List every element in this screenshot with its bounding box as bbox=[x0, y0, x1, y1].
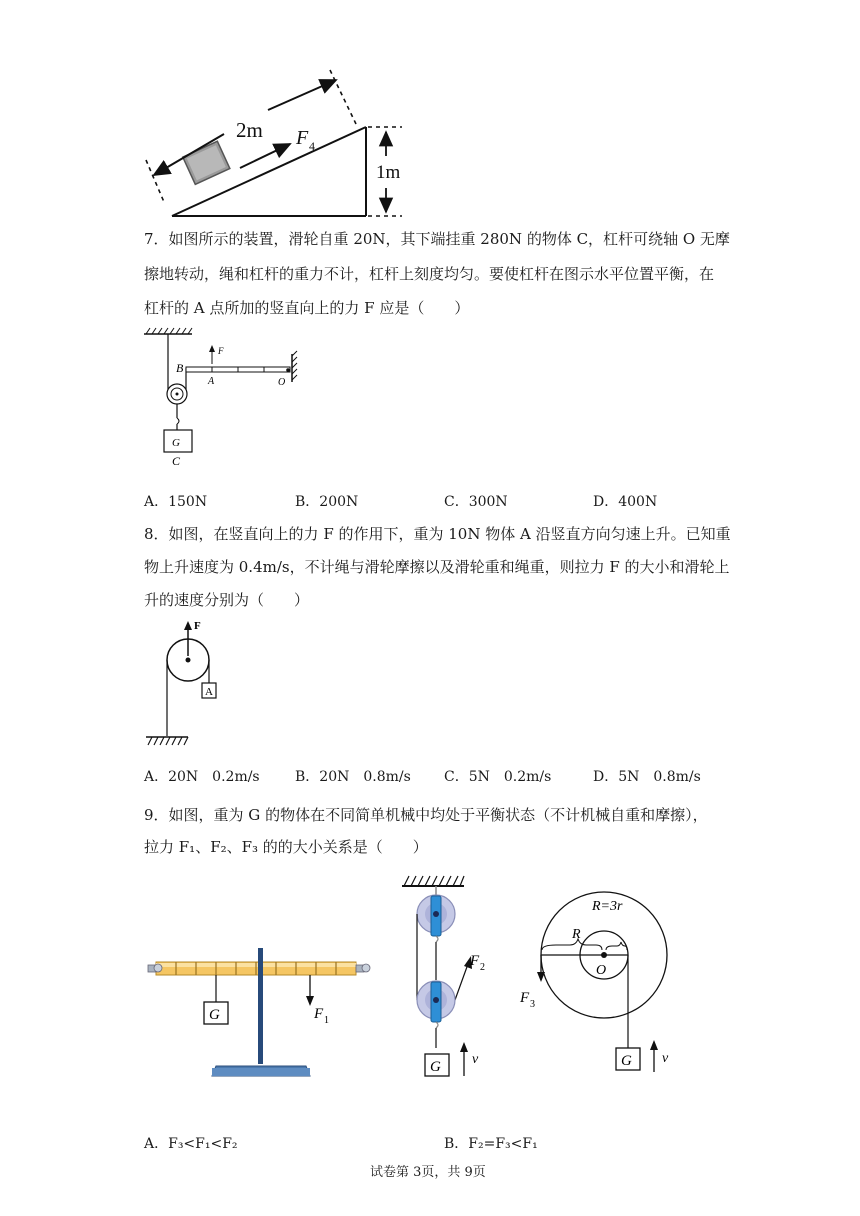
q9-wheel-weight-label: G bbox=[621, 1053, 632, 1069]
q9-line-2: 拉力 F₁、F₂、F₃ 的的大小关系是（ ） bbox=[144, 838, 428, 856]
q9-radius-label: R bbox=[572, 927, 581, 942]
q9-f1-label: F bbox=[314, 1006, 324, 1022]
q8-line-2: 物上升速度为 0.4m/s，不计绳与滑轮摩擦以及滑轮重和绳重，则拉力 F 的大小和滑轮上 bbox=[144, 558, 730, 576]
q9-pulley-block-figure bbox=[398, 868, 498, 1084]
page-footer: 试卷第 3页，共 9页 bbox=[370, 1165, 486, 1180]
q9-f2-label: F bbox=[470, 953, 480, 969]
q9-wheel-axle-figure bbox=[516, 870, 706, 1080]
q8-option-b[interactable]: B．20N 0.8m/s bbox=[295, 769, 411, 785]
q7-weight-label: G bbox=[172, 437, 180, 449]
q9-pulley-velocity-label: v bbox=[472, 1052, 479, 1067]
q7-line-3: 杠杆的 A 点所加的竖直向上的力 F 应是（ ） bbox=[144, 299, 470, 317]
q9-option-a[interactable]: A．F₃<F₁<F₂ bbox=[144, 1136, 238, 1152]
q7-line-1: 7．如图所示的装置，滑轮自重 20N，其下端挂重 280N 的物体 C，杠杆可绕轴 O 无摩 bbox=[144, 230, 730, 248]
q7-lever-pulley-figure bbox=[140, 324, 310, 474]
q8-block-label: A bbox=[205, 686, 213, 698]
q9-lever-weight-label: G bbox=[209, 1007, 220, 1023]
q7-point-o: O bbox=[278, 377, 286, 388]
q9-f3-label: F bbox=[520, 990, 530, 1006]
q6-incline-figure bbox=[140, 62, 420, 222]
q7-force-label: F bbox=[218, 346, 224, 356]
q7-line-2: 擦地转动，绳和杠杆的重力不计，杠杆上刻度均匀。要使杠杆在图示水平位置平衡，在 bbox=[144, 265, 715, 283]
q9-f1-sub: 1 bbox=[324, 1015, 329, 1026]
q7-object-label: C bbox=[172, 454, 181, 468]
q7-point-a: A bbox=[208, 376, 215, 387]
q8-option-c[interactable]: C．5N 0.2m/s bbox=[444, 769, 552, 785]
q7-option-d[interactable]: D．400N bbox=[593, 494, 658, 510]
q8-option-a[interactable]: A．20N 0.2m/s bbox=[144, 769, 260, 785]
q9-lever-figure bbox=[146, 940, 386, 1082]
q8-line-3: 升的速度分别为（ ） bbox=[144, 591, 310, 609]
q7-option-c[interactable]: C．300N bbox=[444, 494, 508, 510]
q6-slope-label: 2m bbox=[236, 118, 263, 142]
q6-height-label: 1m bbox=[376, 162, 401, 183]
q8-line-1: 8．如图，在竖直向上的力 F 的作用下，重为 10N 物体 A 沿竖直方向匀速上升。已知重 bbox=[144, 525, 731, 543]
q9-pulley-weight-label: G bbox=[430, 1059, 441, 1075]
q9-center-label: O bbox=[596, 963, 607, 978]
q7-option-a[interactable]: A．150N bbox=[144, 494, 208, 510]
q6-force-sub: 4 bbox=[309, 139, 315, 153]
q8-option-d[interactable]: D．5N 0.8m/s bbox=[593, 769, 701, 785]
q9-f2-sub: 2 bbox=[480, 962, 485, 973]
q9-f3-sub: 3 bbox=[530, 999, 535, 1010]
q6-force-label: F bbox=[296, 127, 309, 149]
q9-ratio-label: R=3r bbox=[592, 899, 623, 914]
q8-pulley-figure bbox=[140, 612, 230, 752]
q8-force-label: F bbox=[194, 620, 201, 632]
q7-point-b: B bbox=[176, 361, 184, 375]
q9-wheel-velocity-label: v bbox=[662, 1051, 669, 1066]
q7-option-b[interactable]: B．200N bbox=[295, 494, 359, 510]
q9-line-1: 9．如图，重为 G 的物体在不同简单机械中均处于平衡状态（不计机械自重和摩擦）， bbox=[144, 806, 708, 824]
q9-option-b[interactable]: B．F₂=F₃<F₁ bbox=[444, 1136, 538, 1152]
